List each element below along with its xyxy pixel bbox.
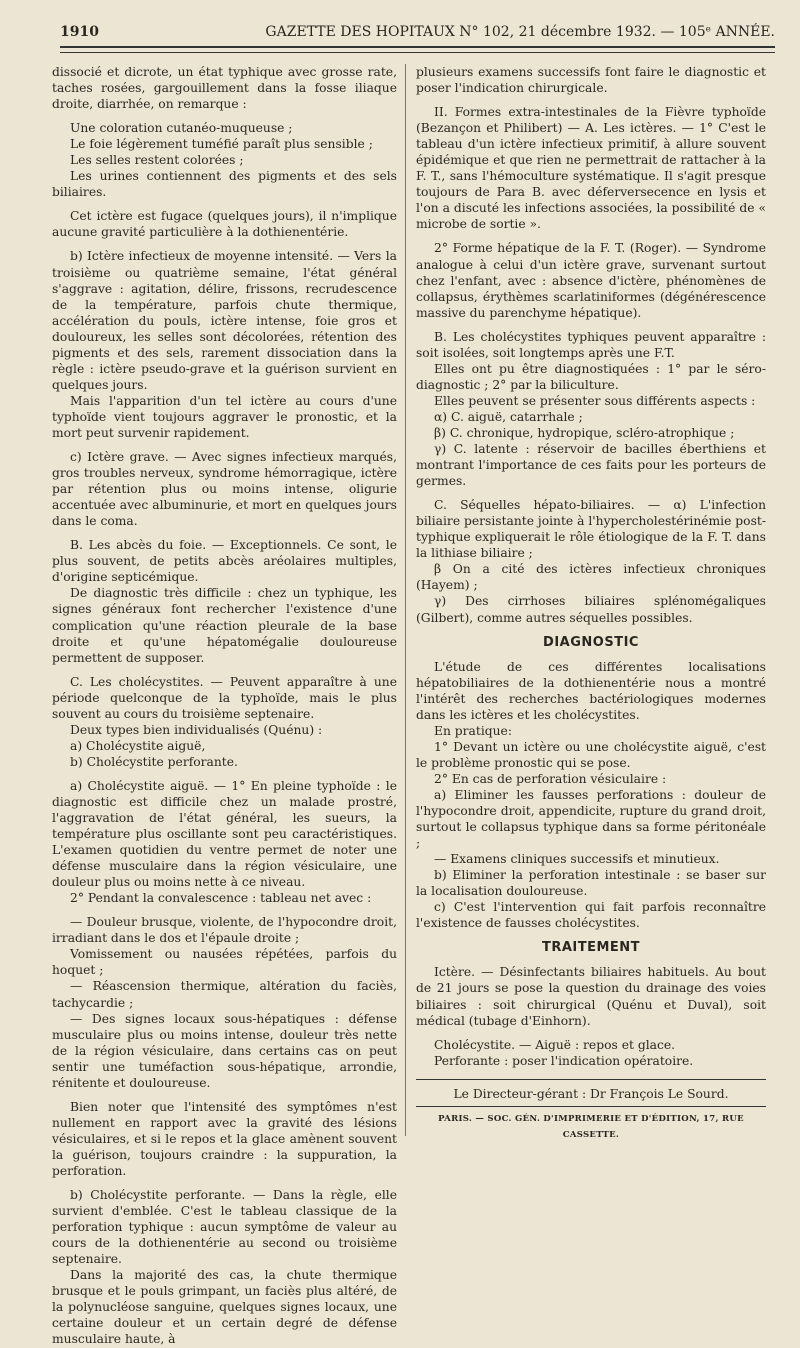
list-item: γ) C. latente : réservoir de bacilles éberthiens et montrant l'importance de ces faits pour les porteurs de germes. xyxy=(416,442,766,489)
paragraph: a) Cholécystite aiguë. — 1° En pleine typhoïde : le diagnostic est difficile chez un malade prostré, l'aggravation de l'état général, les sueurs, la température plus oscillante sont peu caractéristiques. L'examen quotidien du ventre permet de noter une défense musculaire dans la région vésiculaire, une douleur plus ou moins nette à ce niveau. xyxy=(52,778,397,890)
paragraph: De diagnostic très difficile : chez un typhique, les signes généraux font rechercher l'existence d'une complication qu'une réaction pleurale de la base droite et qu'une hépatomégalie douloureuse permettent de supposer. xyxy=(52,586,397,665)
header-rule-thin xyxy=(60,52,775,53)
list-item: b) Cholécystite perforante. xyxy=(70,754,238,769)
section-heading-traitement: TRAITEMENT xyxy=(541,940,641,956)
paragraph: Elles peuvent se présenter sous différents aspects : xyxy=(434,393,756,408)
header-rule xyxy=(60,46,775,48)
paragraph: II. Formes extra-intestinales de la Fièvre typhoïde (Bezançon et Philibert) — A. Les ictères. — 1° C'est le tableau d'un ictère infectieux primitif, à allure souvent épidémique et que rien ne permettrait de rattacher à la F. T., sans l'hémoculture systématique. Il s'agit presque toujours de Para B. avec déferversecence en lysis et l'on a discuté les infections associées, la possibilité de « microbe de sortie ». xyxy=(416,105,766,232)
paragraph: — Des signes locaux sous-hépatiques : défense musculaire plus ou moins intense, douleur très nette de la région vésiculaire, dans certains cas on peut sentir une tuméfaction sous-hépatique, arrondie, rénitente et douloureuse. xyxy=(52,1011,397,1090)
page-number: 1910 xyxy=(60,24,99,40)
list-item: a) Cholécystite aiguë, xyxy=(70,738,206,753)
paragraph: b) Eliminer la perforation intestinale : se baser sur la localisation douloureuse. xyxy=(416,868,766,899)
paragraph: Les urines contiennent des pigments et des sels biliaires. xyxy=(52,169,397,200)
paragraph: 2° Pendant la convalescence : tableau net avec : xyxy=(70,891,372,906)
paragraph: Bien noter que l'intensité des symptômes n'est nullement en rapport avec la gravité des lésions vésiculaires, et si le repos et la glace amènent souvent la guérison, toujours craindre : la suppuration, la perforation. xyxy=(52,1099,397,1178)
paragraph: dissocié et dicrote, un état typhique avec grosse rate, taches rosées, gargouillement dans la fosse iliaque droite, diarrhée, on remarque : xyxy=(52,65,397,112)
paragraph: Cet ictère est fugace (quelques jours), il n'implique aucune gravité particulière à la dothienentérie. xyxy=(52,209,397,240)
paragraph: B. Les cholécystites typhiques peuvent apparaître : soit isolées, soit longtemps après une F.T. xyxy=(416,329,766,360)
paragraph: b) Ictère infectieux de moyenne intensité. — Vers la troisième ou quatrième semaine, l'état général s'aggrave : agitation, délire, frissons, recrudescence de la température, parfois chute thermique, accélération du pouls, ictère intense, foie gros et douloureux, les selles sont décolorées, rétention des pigments et des sels, rarement dissociation dans la règle : ictère pseudo-grave et la guérison survient en quelques jours. xyxy=(52,249,397,392)
paragraph: Elles ont pu être diagnostiquées : 1° par le séro-diagnostic ; 2° par la biliculture. xyxy=(416,361,766,392)
paragraph: Ictère. — Désinfectants biliaires habituels. Au bout de 21 jours se pose la question du drainage des voies biliaires : soit chirurgical (Quénu et Duval), soit médical (tubage d'Einhorn). xyxy=(416,965,766,1028)
printer-imprint: PARIS. — SOC. GÉN. D'IMPRIMERIE ET D'ÉDITION, 17, RUE CASSETTE. xyxy=(438,1113,744,1140)
list-item: α) C. aiguë, catarrhale ; xyxy=(434,409,583,424)
paragraph: En pratique: xyxy=(434,723,512,738)
paragraph: plusieurs examens successifs font faire le diagnostic et poser l'indication chirurgicale. xyxy=(416,65,766,96)
signature-line: Le Directeur-gérant : Dr François Le Sourd. xyxy=(453,1086,729,1101)
column-divider xyxy=(405,64,406,1136)
paragraph: Les selles restent colorées ; xyxy=(70,153,244,168)
paragraph: 2° Forme hépatique de la F. T. (Roger). — Syndrome analogue à celui d'un ictère grave, survenant surtout chez l'enfant, avec : absence d'ictère, phénomènes de collapsus, érythèmes scarlatiniformes (dégénérescence massive du parenchyme hépatique). xyxy=(416,241,766,320)
paragraph: — Examens cliniques successifs et minutieux. xyxy=(434,852,720,867)
paragraph: Perforante : poser l'indication opératoire. xyxy=(434,1053,694,1068)
footer-rule xyxy=(416,1079,766,1080)
paragraph: c) Ictère grave. — Avec signes infectieux marqués, gros troubles nerveux, syndrome hémorragique, ictère par rétention plus ou moins intense, oligurie accentuée avec albuminurie, et mort en quelques jours dans le coma. xyxy=(52,450,397,529)
paragraph: Vomissement ou nausées répétées, parfois du hoquet ; xyxy=(52,947,397,978)
paragraph: c) C'est l'intervention qui fait parfois reconnaître l'existence de fausses cholécystites. xyxy=(416,900,766,931)
paragraph: — Douleur brusque, violente, de l'hypocondre droit, irradiant dans le dos et l'épaule droite ; xyxy=(52,915,397,946)
list-item: β) C. chronique, hydropique, scléro-atrophique ; xyxy=(434,425,735,440)
paragraph: C. Les cholécystites. — Peuvent apparaître à une période quelconque de la typhoïde, mais le plus souvent au cours du troisième septenaire. xyxy=(52,674,397,721)
header-title: GAZETTE DES HOPITAUX N° 102, 21 décembre 1932. — 105ᵉ ANNÉE. xyxy=(265,24,775,40)
paragraph: C. Séquelles hépato-biliaires. — α) L'infection biliaire persistante jointe à l'hypercholestérinémie post-typhique expliquerait le rôle étiologique de la F. T. dans la lithiase biliaire ; xyxy=(416,498,766,561)
paragraph: Le foie légèrement tuméfié paraît plus sensible ; xyxy=(70,137,373,152)
left-column xyxy=(52,64,397,1348)
paragraph: Une coloration cutanéo-muqueuse ; xyxy=(70,121,293,136)
section-heading-diagnostic: DIAGNOSTIC xyxy=(543,634,639,650)
list-item: γ) Des cirrhoses biliaires splénomégaliques (Gilbert), comme autres séquelles possibles. xyxy=(416,594,766,625)
paragraph: B. Les abcès du foie. — Exceptionnels. Ce sont, le plus souvent, de petits abcès aréolaires multiples, d'origine septicémique. xyxy=(52,538,397,585)
paragraph: Dans la majorité des cas, la chute thermique brusque et le pouls grimpant, un faciès plus altéré, de la polynucléose sanguine, quelques signes locaux, une certaine douleur et un certain degré de défense musculaire haute, à xyxy=(52,1268,397,1347)
paragraph: a) Eliminer les fausses perforations : douleur de l'hypocondre droit, appendicite, rupture du grand droit, surtout le collapsus typhique dans sa forme péritonéale ; xyxy=(416,787,766,851)
page-header xyxy=(60,24,775,46)
paragraph: 1° Devant un ictère ou une cholécystite aiguë, c'est le problème pronostic qui se pose. xyxy=(416,739,766,770)
paragraph: b) Cholécystite perforante. — Dans la règle, elle survient d'emblée. C'est le tableau classique de la perforation typhique : aucun symptôme de valeur au cours de la dothienentérie au second ou troisième septenaire. xyxy=(52,1188,397,1267)
paragraph: L'étude de ces différentes localisations hépatobiliaires de la dothienentérie nous a montré l'intérêt des recherches bactériologiques modernes dans les ictères et les cholécystites. xyxy=(416,659,766,722)
right-column xyxy=(416,64,766,1143)
paragraph: Mais l'apparition d'un tel ictère au cours d'une typhoïde vient toujours aggraver le pronostic, et la mort peut survenir rapidement. xyxy=(52,393,397,440)
paragraph: 2° En cas de perforation vésiculaire : xyxy=(434,771,667,786)
paragraph: Deux types bien individualisés (Quénu) : xyxy=(70,722,323,737)
paragraph: — Réascension thermique, altération du faciès, tachycardie ; xyxy=(52,979,397,1010)
footer-rule-2 xyxy=(416,1106,766,1107)
paragraph: Cholécystite. — Aiguë : repos et glace. xyxy=(434,1037,676,1052)
list-item: β On a cité des ictères infectieux chroniques (Hayem) ; xyxy=(416,562,766,593)
